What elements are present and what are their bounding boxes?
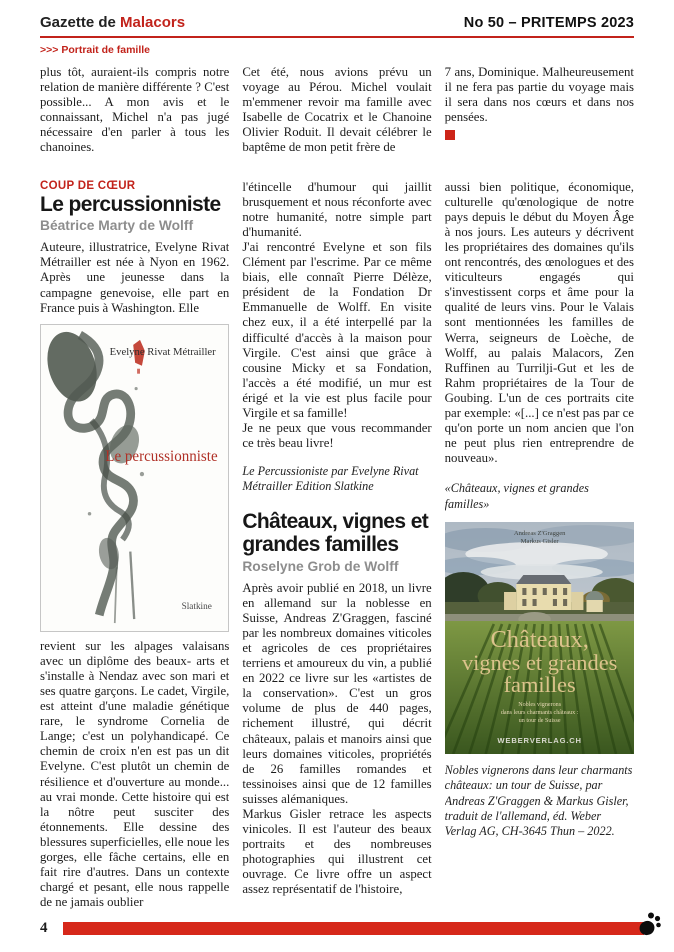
paragraph: revient sur les alpages valaisans avec un diplôme des beaux- arts et s'installe à Nendaz avec son mari et ses quatre garçons. Le cadet, Virgile, est atteint d'une maladie génétique rare, le syndrome Cornelia de Lange; c'est un polyhandicapé. Ce chemin de croix n'en est pas un dit Evelyne. C'est plutôt un chemin de résilience et d'ouverture au monde... au vrai monde. Cette histoire qui est la nôtre peut susciter des étonnements. Elle dessine des blessures superficielles, elle noue les gorges, elle fâche certains, elle en fait rire d'autres. Dans un contexte chargé et pesant, elle nous rappelle de ne jamais oublier	[40, 638, 230, 910]
article2-byline: Roselyne Grob de Wolff	[242, 558, 399, 574]
paragraph: Markus Gisler retrace les aspects vinicoles. Il est l'auteur des beaux portraits et des nombreuses photographies qui illustrent cet ouvrage. Ce livre offre un aspect assez représentatif de l'histoire,	[242, 807, 432, 897]
article2-title: Châteaux, vignes et grandes familles	[242, 510, 429, 556]
main-col2	[242, 180, 431, 922]
coup-de-coeur-kicker: COUP DE CŒUR	[40, 179, 136, 192]
top-article-col3	[445, 65, 634, 156]
article1-book-credit: Le Percussioniste par Evelyne Rivat Métrailler Edition Slatkine	[242, 464, 419, 494]
paragraph: 7 ans, Dominique. Malheureusement il ne fera pas partie du voyage mais il sera dans nos cœurs et dans nos pensées.	[444, 65, 634, 125]
cover2-author2: Markus Gisler	[520, 537, 559, 545]
paragraph: plus tôt, auraient-ils compris notre relation de manière différente ? C'est possible... A mon avis et le connaissant, Michel n'a pas jugé nécessaire d'en parler à tous les chanoines.	[40, 65, 230, 155]
masthead-title	[40, 14, 185, 31]
svg-text:dans leurs charmants châteaux: dans leurs charmants châteaux :	[500, 709, 579, 716]
paragraph: l'étincelle d'humour qui jaillit brusquement et nous réconforte avec notre humanité, notre simple part d'humanité.	[242, 179, 432, 239]
page-number: 4	[40, 919, 48, 936]
article-end-mark	[445, 130, 455, 140]
masthead-title-accent: Malacors	[120, 14, 186, 31]
paragraph: Après avoir publié en 2018, un livre en allemand sur la noblesse en Suisse, Andreas Z'Graggen, fasciné par les nombreux domaines viticoles et agricoles de ces propriétaires terriens et amoureux du vin, a publié en 2022 ce livre sur les «artistes de la conservation». C'est un gros volume de plus de 440 pages, richement illustré, qui décrit châteaux, palais et manoirs ainsi que leurs domaines viticoles, propriétés de 26 familles romandes et tessinoises ainsi que de 12 familles suisses alémaniques.	[242, 580, 432, 806]
section-kicker-portrait: >>> Portrait de famille	[40, 44, 151, 56]
svg-text:un tour de Suisse: un tour de Suisse	[518, 717, 561, 724]
svg-text:vignes et grandes: vignes et grandes	[461, 650, 618, 675]
book-cover-percussionniste	[40, 324, 229, 632]
cover2-caption-below: Nobles vignerons dans leur charmants châteaux: un tour de Suisse, par Andreas Z'Graggen & Markus Gisler, traduit de l'allemand, éd. Weber Verlag AG, CH-3645 Thun – 2022.	[444, 762, 633, 839]
top-article-col2	[242, 65, 431, 156]
masthead-title-plain: Gazette de	[40, 14, 121, 31]
masthead-rule	[40, 36, 634, 38]
cover2-author1: Andreas Z'Graggen	[513, 529, 566, 537]
main-col3	[445, 180, 634, 922]
masthead	[40, 14, 634, 31]
paragraph: aussi bien politique, économique, culturelle qu'œnologique de notre pays depuis le début du Moyen Âge à nos jours. Les auteurs y décrivent les propriétaires des domaines qu'ils ont rencontrés, des œnologues et des viticulteurs engagés qui s'investissent corps et âme pour la qualité de leurs vins. Pour le Valais sont mentionnées les familles de Werra, seigneurs de Loèche, de Wolff, au palais Malacors, Zen Ruffinen au Turrilji-Gut et les de Rahm propriétaires de la Tour de Goubing. L'un de ces portraits cite par exemple: «[...] ce n'est pas par ce qu'on porte un nom ancien que l'on ne peut plus rien entreprendre de nouveau».	[444, 179, 634, 466]
svg-text:Châteaux,: Châteaux,	[490, 626, 589, 653]
page-footer	[40, 915, 662, 941]
cover2-publisher: WEBERVERLAG.CH	[497, 735, 582, 745]
svg-text:familles: familles	[503, 672, 576, 697]
book-cover-chateaux	[445, 522, 634, 754]
svg-text:Nobles vignerons: Nobles vignerons	[517, 701, 561, 708]
paragraph: J'ai rencontré Evelyne et son fils Clément par l'escrime. Par ce même biais, elle connaît Pierre Délèze, président de la Fondation Dr Emmanuelle de Wolff. En visite chez eux, il a été interpellé par la difficulté d'accès à la maison pour Virgile. C'est ainsi que grâce à cousine Micky et sa Fondation, l'accès a été modifié, un mur est érigé et la vie est plus facile pour Virgile et sa famille!	[242, 239, 432, 420]
cover1-author: Evelyne Rivat Métrailler	[109, 345, 216, 358]
footer-red-bar	[63, 922, 645, 935]
paragraph: Cet été, nous avions prévu un voyage au Pérou. Michel voulait m'emmener revoir ma famille avec Isabelle de Cocatrix et le Chanoine Olivier Roduit. Il devait célébrer le baptême de mon petit frère de	[242, 65, 432, 155]
cover1-publisher: Slatkine	[181, 601, 212, 612]
paragraph: Je ne peux que vous recommander ce très beau livre!	[242, 421, 432, 451]
paragraph: Auteure, illustratrice, Evelyne Rivat Métrailler est née à Nyon en 1962. Après une jeunesse dans la campagne genevoise, elle part en France puis à Washington. Elle	[40, 240, 230, 315]
cover1-title: Le percussionniste	[105, 447, 218, 465]
paw-print-icon	[638, 911, 662, 937]
top-article-col1	[40, 65, 229, 156]
issue-number: No 50 – PRITEMPS 2023	[463, 15, 634, 31]
cover2-caption-above: «Châteaux, vignes et grandes familles»	[444, 481, 589, 511]
article1-byline: Béatrice Marty de Wolff	[40, 218, 194, 234]
main-section	[40, 180, 634, 922]
main-col1	[40, 180, 229, 922]
article1-title: Le percussionniste	[40, 192, 221, 216]
top-article	[40, 65, 634, 156]
